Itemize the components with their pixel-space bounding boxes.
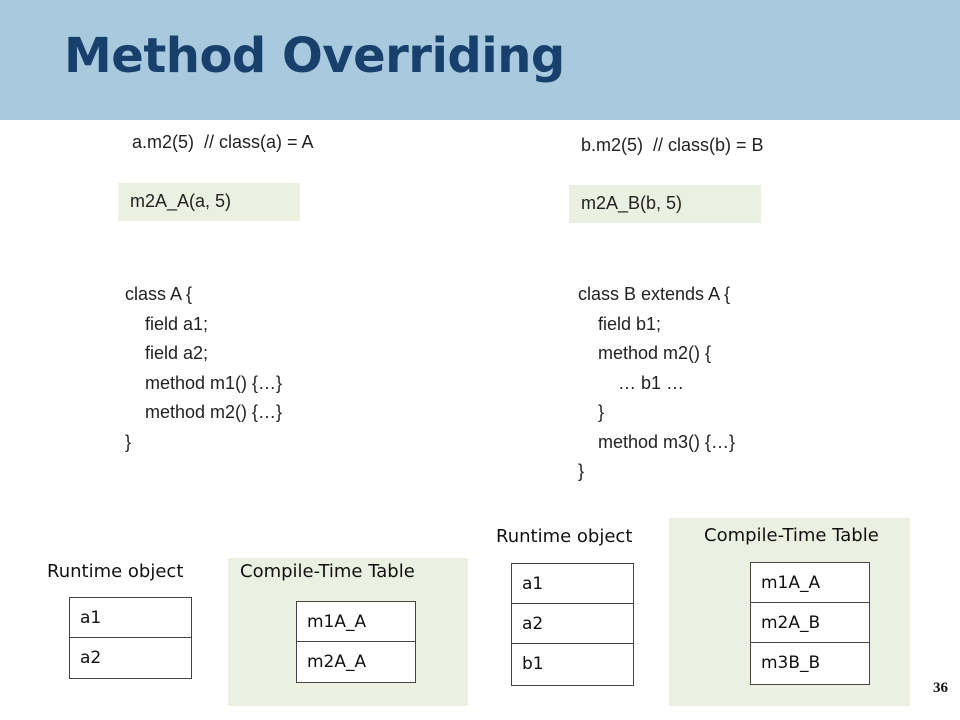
code-line: field a2;: [125, 343, 209, 363]
code-line: class A {: [125, 284, 193, 304]
code-line: field a1;: [125, 313, 209, 334]
class-b-code: [578, 280, 735, 487]
table-entry: m1A_A: [297, 602, 415, 642]
table-entry: m2A_B: [751, 603, 869, 643]
left-call-expression: a.m2(5) // class(a) = A: [132, 132, 314, 152]
runtime-field: a2: [512, 604, 633, 644]
left-translated-call: m2A_A(a, 5): [118, 183, 300, 221]
left-compile-time-label: Compile-Time Table: [240, 561, 415, 582]
right-translated-call: m2A_B(b, 5): [569, 185, 761, 223]
runtime-field: a2: [80, 648, 102, 668]
code-line: method m1() {…}: [125, 372, 283, 393]
class-a-code: [125, 280, 282, 457]
code-line: class B extends A {: [578, 284, 731, 304]
code-line: }: [578, 461, 585, 481]
code-line: field b1;: [578, 313, 662, 334]
code-line: }: [125, 431, 132, 452]
runtime-field: b1: [522, 654, 544, 674]
left-runtime-object-box: [69, 597, 192, 679]
page-number: 36: [933, 680, 948, 696]
runtime-field: a1: [512, 564, 633, 604]
code-line: method m2() {…}: [125, 402, 283, 422]
right-call-expression: b.m2(5) // class(b) = B: [581, 135, 764, 155]
left-runtime-object-label: Runtime object: [47, 561, 184, 582]
code-line: method m3() {…}: [578, 431, 736, 452]
right-runtime-object-label: Runtime object: [496, 526, 633, 547]
slide-title: Method Overriding: [64, 28, 565, 84]
right-compile-time-table: [750, 562, 870, 685]
table-entry: m3B_B: [761, 653, 821, 673]
left-compile-time-table: [296, 601, 416, 683]
code-line: }: [578, 402, 605, 422]
code-line: method m2() {: [578, 343, 712, 363]
table-entry: m1A_A: [751, 563, 869, 603]
runtime-field: a1: [70, 598, 191, 638]
table-entry: m2A_A: [307, 652, 367, 672]
code-line: … b1 …: [578, 372, 685, 393]
right-compile-time-label: Compile-Time Table: [704, 525, 879, 546]
right-runtime-object-box: [511, 563, 634, 686]
